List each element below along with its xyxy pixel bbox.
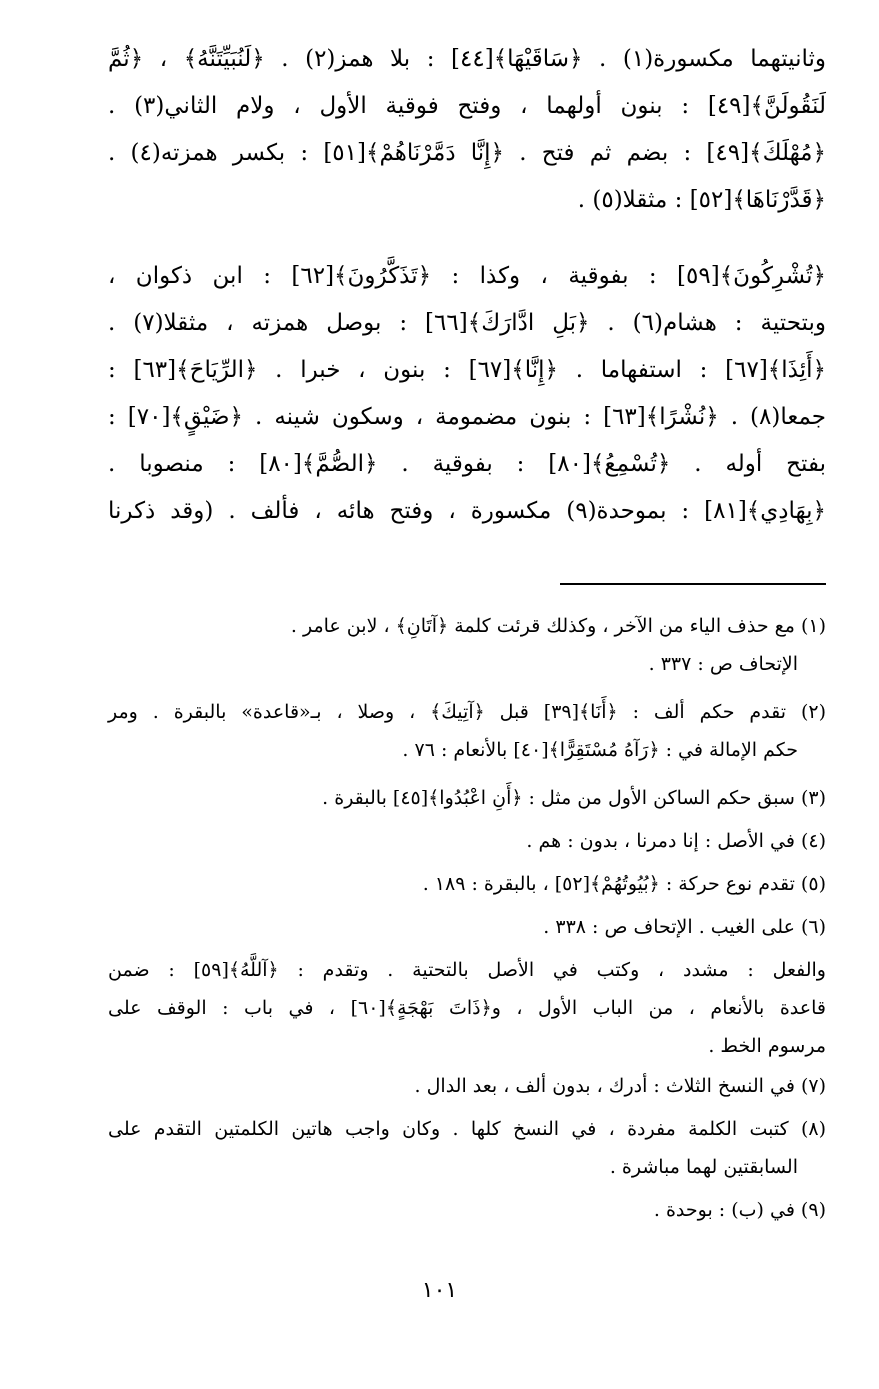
footnote-line: حكم الإمالة في : ﴿رَآهُ مُسْتَقِرًّا﴾[٤٠] بالأنعام : ٧٦ . <box>402 739 798 761</box>
text-line: ﴿بِهَادِي﴾[٨١] : بموحدة(٩) مكسورة ، وفتح هائه ، فألف . (وقد ذكرنا <box>108 498 826 524</box>
text-line: وبتحتية : هشام(٦) . ﴿بَلِ ادَّارَكَ﴾[٦٦] : بوصل همزته ، مثقلا(٧) . <box>108 310 826 336</box>
footnote-6-continued <box>108 951 826 1065</box>
footnote-line: والفعل : مشدد ، وكتب في الأصل بالتحتية . وتقدم : ﴿آللَّهُ﴾[٥٩] : ضمن <box>108 959 826 981</box>
footnote-line: (٩) في (ب) : بوحدة . <box>653 1199 826 1221</box>
footnote-line: قاعدة بالأنعام ، من الباب الأول ، و﴿ذَاتَ بَهْجَةٍ﴾[٦٠] ، في باب : الوقف على <box>108 997 826 1019</box>
text-line: وثانيتهما مكسورة(١) . ﴿سَاقَيْهَا﴾[٤٤] : بلا همز(٢) . ﴿لَنُبَيِّتَنَّهُ﴾ ، ﴿ثُمَّ <box>108 46 827 72</box>
footnote-line: (٨) كتبت الكلمة مفردة ، في النسخ كلها . وكان واجب هاتين الكلمتين التقدم على <box>108 1118 826 1140</box>
text-line: ﴿أَئِذَا﴾[٦٧] : استفهاما . ﴿إِنَّا﴾[٦٧] : بنون ، خبرا . ﴿الرِّيَاحَ﴾[٦٣] : <box>108 357 826 383</box>
text-line: جمعا(٨) . ﴿نُشْرًا﴾[٦٣] : بنون مضمومة ، وسكون شينه . ﴿ضَيْقٍ﴾[٧٠] : <box>108 404 826 430</box>
footnote-1 <box>108 607 826 683</box>
footnote-4 <box>108 822 826 860</box>
footnote-line: مرسوم الخط . <box>708 1035 826 1057</box>
footnote-line: الإتحاف ص : ٣٣٧ . <box>648 653 798 675</box>
text-line: لَنَقُولَنَّ﴾[٤٩] : بنون أولهما ، وفتح فوقية الأول ، ولام الثاني(٣) . <box>108 93 826 119</box>
text-line: ﴿قَدَّرْنَاهَا﴾[٥٢] : مثقلا(٥) . <box>577 187 826 213</box>
footnote-line: (٢) تقدم حكم ألف : ﴿أَنَا﴾[٣٩] قبل ﴿آتِيكَ﴾ ، وصلا ، بـ«قاعدة» بالبقرة . ومر <box>108 701 826 723</box>
footnote-line: (٤) في الأصل : إنا دمرنا ، بدون : هم . <box>526 830 826 852</box>
footnote-line: (١) مع حذف الياء من الآخر ، وكذلك قرئت كلمة ﴿آتَانِ﴾ ، لابن عامر . <box>290 615 826 637</box>
text-line: ﴿تُشْرِكُونَ﴾[٥٩] : بفوقية ، وكذا : ﴿تَذَكَّرُونَ﴾[٦٢] : ابن ذكوان ، <box>108 263 826 289</box>
text-line: ﴿مُهْلَكَ﴾[٤٩] : بضم ثم فتح . ﴿إِنَّا دَمَّرْنَاهُمْ﴾[٥١] : بكسر همزته(٤) . <box>108 140 826 166</box>
main-paragraph-1 <box>108 36 826 224</box>
footnote-2 <box>108 693 826 769</box>
text-line: بفتح أوله . ﴿تُسْمِعُ﴾[٨٠] : بفوقية . ﴿الصُّمَّ﴾[٨٠] : منصوبا . <box>108 451 826 477</box>
footnote-line: (٧) في النسخ الثلاث : أدرك ، بدون ألف ، بعد الدال . <box>414 1075 826 1097</box>
footnote-line: (٥) تقدم نوع حركة : ﴿بُيُوتُهُمْ﴾[٥٢] ، بالبقرة : ١٨٩ . <box>422 873 826 895</box>
footnote-line: (٣) سبق حكم الساكن الأول من مثل : ﴿أَنِ اعْبُدُوا﴾[٤٥] بالبقرة . <box>322 787 826 809</box>
page-number: ١٠١ <box>421 1278 458 1303</box>
footnote-9 <box>108 1191 826 1229</box>
footnote-divider <box>560 583 826 585</box>
footnote-3 <box>108 779 826 817</box>
footnote-line: السابقتين لهما مباشرة . <box>609 1156 798 1178</box>
footnote-5 <box>108 865 826 903</box>
footnote-6 <box>108 908 826 946</box>
main-paragraph-2 <box>108 253 826 535</box>
footnote-line: (٦) على الغيب . الإتحاف ص : ٣٣٨ . <box>543 916 826 938</box>
footnote-8 <box>108 1110 826 1186</box>
footnote-7 <box>108 1067 826 1105</box>
